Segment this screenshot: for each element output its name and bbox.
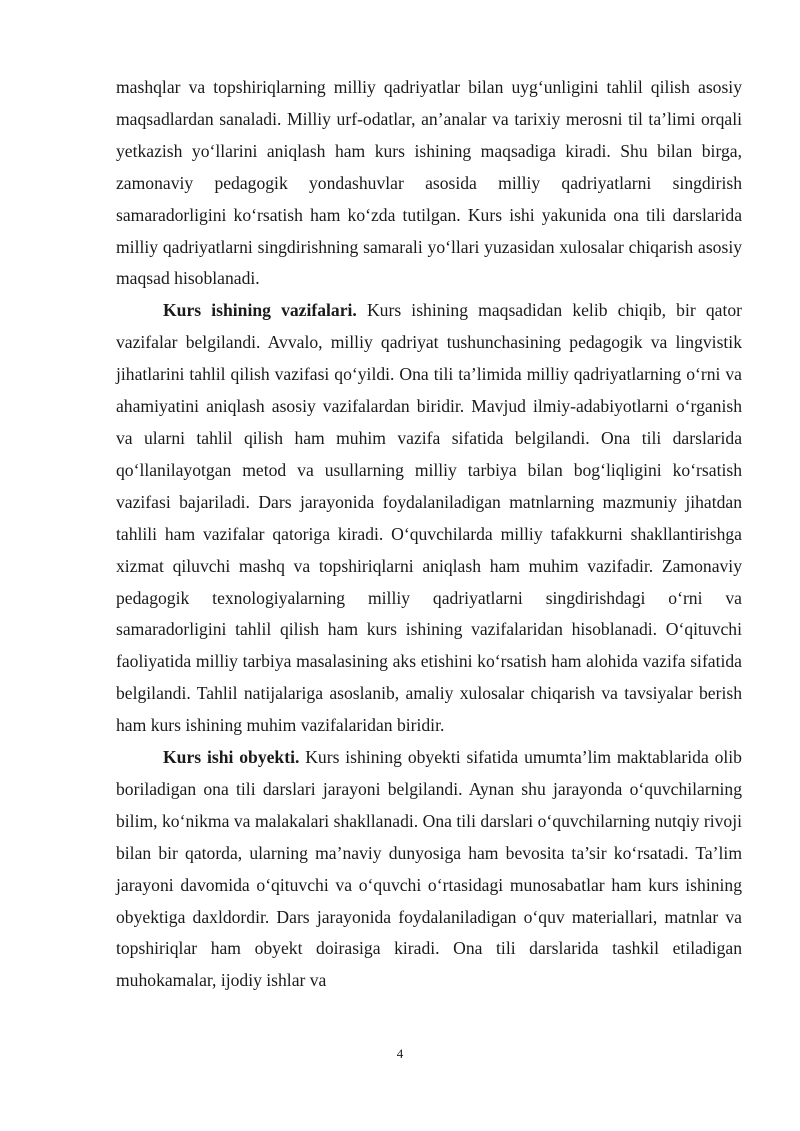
- page-number: 4: [396, 1046, 404, 1061]
- paragraph-text: Kurs ishining obyekti sifatida umumta’lim maktablarida olib boriladigan ona tili darslari jarayoni belgilandi. Aynan shu jarayonda o‘quvchilarning bilim, ko‘nikma va malakalari shakllanadi. Ona tili darslari o‘quvchilarning nutqiy rivoji bilan bir qatorda, ularning ma’naviy dunyosiga ham bevosita ta’sir ko‘rsatadi. Ta’lim jarayoni davomida o‘qituvchi va o‘quvchi o‘rtasidagi munosabatlar ham kurs ishining obyektiga daxldordir. Dars jarayonida foydalaniladigan o‘quv materiallari, matnlar va topshiriqlar ham obyekt doirasiga kiradi. Ona tili darslarida tashkil etiladigan muhokamalar, ijodiy ishlar va: [116, 747, 742, 991]
- paragraph-object: [116, 742, 742, 997]
- section-heading-tasks: Kurs ishining vazifalari.: [163, 300, 357, 321]
- page-body: [116, 72, 742, 997]
- paragraph-goals-continued: [116, 72, 742, 295]
- paragraph-text: Kurs ishining maqsadidan kelib chiqib, bir qator vazifalar belgilandi. Avvalo, milliy qadriyat tushunchasining pedagogik va lingvistik jihatlarini tahlil qilish vazifasi qo‘yildi. Ona tili ta’limida milliy qadriyatlarning o‘rni va ahamiyatini aniqlash asosiy vazifalardan biridir. Mavjud ilmiy-adabiyotlarni o‘rganish va ularni tahlil qilish ham muhim vazifa sifatida belgilandi. Ona tili darslarida qo‘llanilayotgan metod va usullarning milliy tarbiya bilan bog‘liqligini ko‘rsatish vazifasi bajariladi. Dars jarayonida foydalaniladigan matnlarning mazmuniy jihatdan tahlili ham vazifalar qatoriga kiradi. O‘quvchilarda milliy tafakkurni shakllantirishga xizmat qiluvchi mashq va topshiriqlarni aniqlash ham muhim vazifadir. Zamonaviy pedagogik texnologiyalarning milliy qadriyatlarni singdirishdagi o‘rni va samaradorligini tahlil qilish ham kurs ishining vazifalaridan hisoblanadi. O‘qituvchi faoliyatida milliy tarbiya masalasining aks etishini ko‘rsatish ham alohida vazifa sifatida belgilandi. Tahlil natijalariga asoslanib, amaliy xulosalar chiqarish va tavsiyalar berish ham kurs ishining muhim vazifalaridan biridir.: [116, 300, 743, 736]
- paragraph-tasks: [116, 295, 742, 742]
- section-heading-object: Kurs ishi obyekti.: [163, 747, 300, 768]
- paragraph-text: mashqlar va topshiriqlarning milliy qadriyatlar bilan uyg‘unligini tahlil qilish asosiy maqsadlardan sanaladi. Milliy urf-odatlar, an’analar va tarixiy merosni til ta’limi orqali yetkazish yo‘llarini aniqlash ham kurs ishining maqsadiga kiradi. Shu bilan birga, zamonaviy pedagogik yondashuvlar asosida milliy qadriyatlarni singdirish samaradorligini ko‘rsatish ham ko‘zda tutilgan. Kurs ishi yakunida ona tili darslarida milliy qadriyatlarni singdirishning samarali yo‘llari yuzasidan xulosalar chiqarish asosiy maqsad hisoblanadi.: [116, 77, 742, 289]
